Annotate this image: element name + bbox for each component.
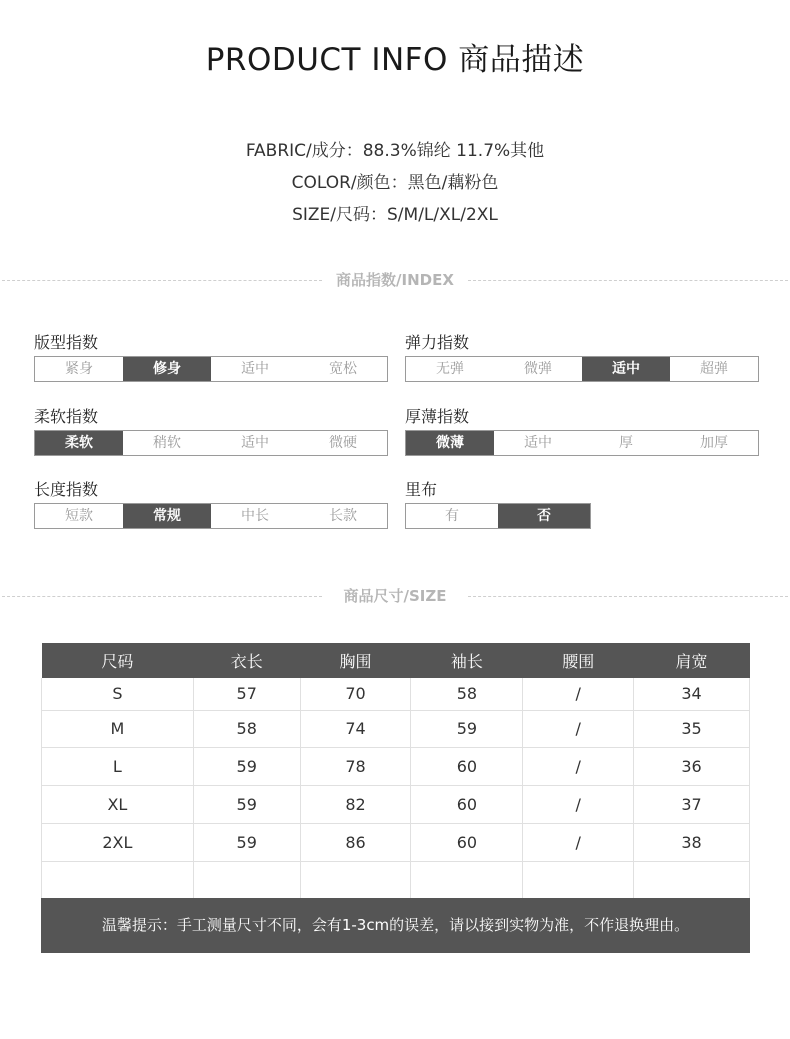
fit-index-option-selected: 修身: [123, 357, 211, 381]
table-cell: [42, 861, 194, 899]
table-row: [42, 785, 750, 823]
thickness-index-option: 加厚: [700, 435, 728, 451]
size-section-label: 商品尺寸/SIZE: [343, 587, 447, 605]
table-cell: 36: [634, 747, 750, 785]
table-cell: 60: [411, 747, 523, 785]
table-cell: 60: [411, 823, 523, 861]
table-cell: /: [523, 823, 634, 861]
fabric-info: FABRIC/成分：88.3%锦纶 11.7%其他: [245, 141, 545, 161]
elasticity-index-option: 微弹: [524, 361, 552, 377]
column-header: 袖长: [411, 643, 523, 678]
elasticity-index-option: 超弹: [700, 361, 728, 377]
table-cell: 58: [411, 678, 523, 710]
table-cell: 60: [411, 785, 523, 823]
softness-index-option: 稍软: [153, 435, 181, 451]
softness-index-option: 微硬: [329, 435, 357, 451]
table-cell: 86: [300, 823, 411, 861]
table-row: [42, 710, 750, 747]
length-index-option: 长款: [329, 508, 357, 524]
table-cell: [411, 861, 523, 899]
fit-index-option: 适中: [241, 361, 269, 377]
length-index-group: [34, 479, 388, 529]
softness-index-title: 柔软指数: [34, 407, 99, 426]
table-cell: 59: [193, 823, 300, 861]
lining-group: [405, 479, 591, 529]
elasticity-index-option: 无弹: [436, 361, 464, 377]
table-cell: 59: [193, 785, 300, 823]
table-cell: [193, 861, 300, 899]
lining-title: 里布: [405, 480, 438, 499]
length-index-scale: [34, 503, 388, 529]
thickness-index-option-selected: 微薄: [406, 431, 494, 455]
table-cell: 58: [193, 710, 300, 747]
table-cell: [300, 861, 411, 899]
fit-index-option: 紧身: [65, 361, 93, 377]
size-table: [41, 643, 750, 900]
table-cell: 59: [193, 747, 300, 785]
color-info: COLOR/颜色：黑色/藕粉色: [291, 173, 499, 193]
length-index-option: 短款: [65, 508, 93, 524]
elasticity-index-title: 弹力指数: [405, 333, 470, 352]
lining-option: 有: [445, 508, 459, 524]
tip-note: 温馨提示：手工测量尺寸不同，会有1-3cm的误差，请以接到实物为准，不作退换理由。: [41, 898, 750, 953]
table-cell: 78: [300, 747, 411, 785]
size-divider: [0, 586, 790, 606]
table-cell: 34: [634, 678, 750, 710]
table-row: [42, 861, 750, 899]
table-cell: /: [523, 747, 634, 785]
page-title: PRODUCT INFO 商品描述: [205, 42, 585, 78]
softness-index-scale: [34, 430, 388, 456]
table-cell: [523, 861, 634, 899]
table-cell: 74: [300, 710, 411, 747]
thickness-index-group: [405, 406, 759, 456]
table-cell: 38: [634, 823, 750, 861]
table-cell: S: [42, 678, 194, 710]
length-index-title: 长度指数: [34, 480, 99, 499]
softness-index-option: 适中: [241, 435, 269, 451]
column-header: 胸围: [300, 643, 411, 678]
table-cell: /: [523, 710, 634, 747]
lining-scale: [405, 503, 591, 529]
fit-index-group: [34, 332, 388, 382]
size-info: SIZE/尺码：S/M/L/XL/2XL: [292, 205, 498, 225]
table-cell: XL: [42, 785, 194, 823]
thickness-index-option: 适中: [524, 435, 552, 451]
table-row: [42, 823, 750, 861]
fit-index-scale: [34, 356, 388, 382]
table-cell: L: [42, 747, 194, 785]
table-cell: 70: [300, 678, 411, 710]
length-index-option: 中长: [241, 508, 269, 524]
table-cell: 59: [411, 710, 523, 747]
table-cell: 82: [300, 785, 411, 823]
fit-index-title: 版型指数: [34, 333, 99, 352]
lining-option-selected: 否: [498, 504, 590, 528]
index-section-label: 商品指数/INDEX: [336, 271, 454, 289]
table-cell: /: [523, 678, 634, 710]
elasticity-index-option-selected: 适中: [582, 357, 670, 381]
table-cell: 37: [634, 785, 750, 823]
thickness-index-scale: [405, 430, 759, 456]
elasticity-index-group: [405, 332, 759, 382]
column-header: 肩宽: [634, 643, 750, 678]
column-header: 尺码: [42, 643, 194, 678]
table-cell: 57: [193, 678, 300, 710]
index-divider: [0, 270, 790, 290]
table-cell: 2XL: [42, 823, 194, 861]
length-index-option-selected: 常规: [123, 504, 211, 528]
size-table-header: [42, 643, 750, 678]
table-cell: [634, 861, 750, 899]
table-cell: M: [42, 710, 194, 747]
table-cell: 35: [634, 710, 750, 747]
table-row: [42, 678, 750, 710]
table-cell: /: [523, 785, 634, 823]
elasticity-index-scale: [405, 356, 759, 382]
softness-index-option-selected: 柔软: [35, 431, 123, 455]
softness-index-group: [34, 406, 388, 456]
thickness-index-title: 厚薄指数: [405, 407, 470, 426]
fit-index-option: 宽松: [329, 361, 357, 377]
table-row: [42, 747, 750, 785]
thickness-index-option: 厚: [619, 435, 633, 451]
column-header: 腰围: [523, 643, 634, 678]
column-header: 衣长: [193, 643, 300, 678]
